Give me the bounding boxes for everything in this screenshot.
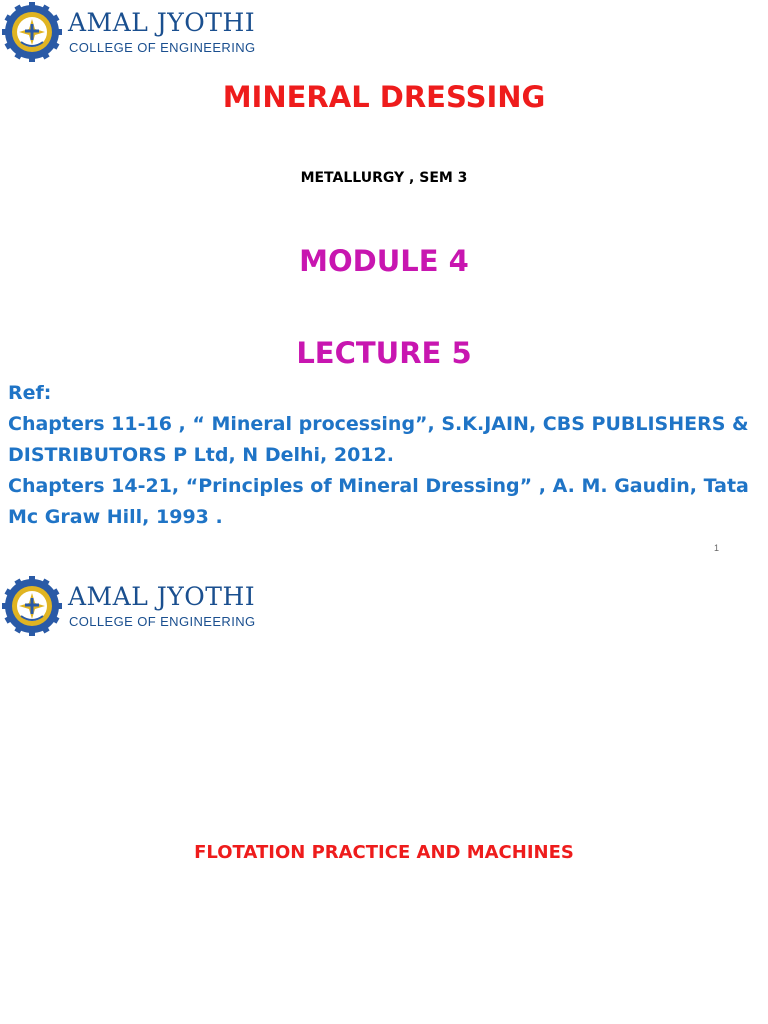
course-title: MINERAL DRESSING: [222, 80, 546, 114]
college-subtitle: COLLEGE OF ENGINEERING: [69, 40, 256, 55]
college-logo: [2, 2, 262, 62]
college-subtitle: COLLEGE OF ENGINEERING: [69, 614, 256, 629]
college-seal-icon: [2, 576, 62, 636]
slide-2: [0, 570, 768, 1024]
references: [8, 378, 758, 533]
reference-line: Chapters 11-16 , “ Mineral processing”, S.K.JAIN, CBS PUBLISHERS &: [8, 413, 749, 435]
reference-line: Chapters 14-21, “Principles of Mineral Dressing” , A. M. Gaudin, Tata: [8, 475, 749, 497]
reference-line: Mc Graw Hill, 1993 .: [8, 506, 223, 528]
college-name: AMAL JYOTHI: [68, 582, 256, 611]
college-seal-icon: [2, 2, 62, 62]
module-heading: MODULE 4: [299, 244, 469, 278]
page-number: 1: [714, 543, 720, 553]
reference-line: Ref:: [8, 382, 52, 404]
topic-title: FLOTATION PRACTICE AND MACHINES: [194, 842, 574, 863]
course-subtitle: METALLURGY , SEM 3: [300, 170, 468, 186]
college-name: AMAL JYOTHI: [68, 8, 256, 37]
lecture-heading: LECTURE 5: [296, 336, 472, 370]
reference-line: DISTRIBUTORS P Ltd, N Delhi, 2012.: [8, 444, 394, 466]
college-logo: [2, 576, 262, 636]
